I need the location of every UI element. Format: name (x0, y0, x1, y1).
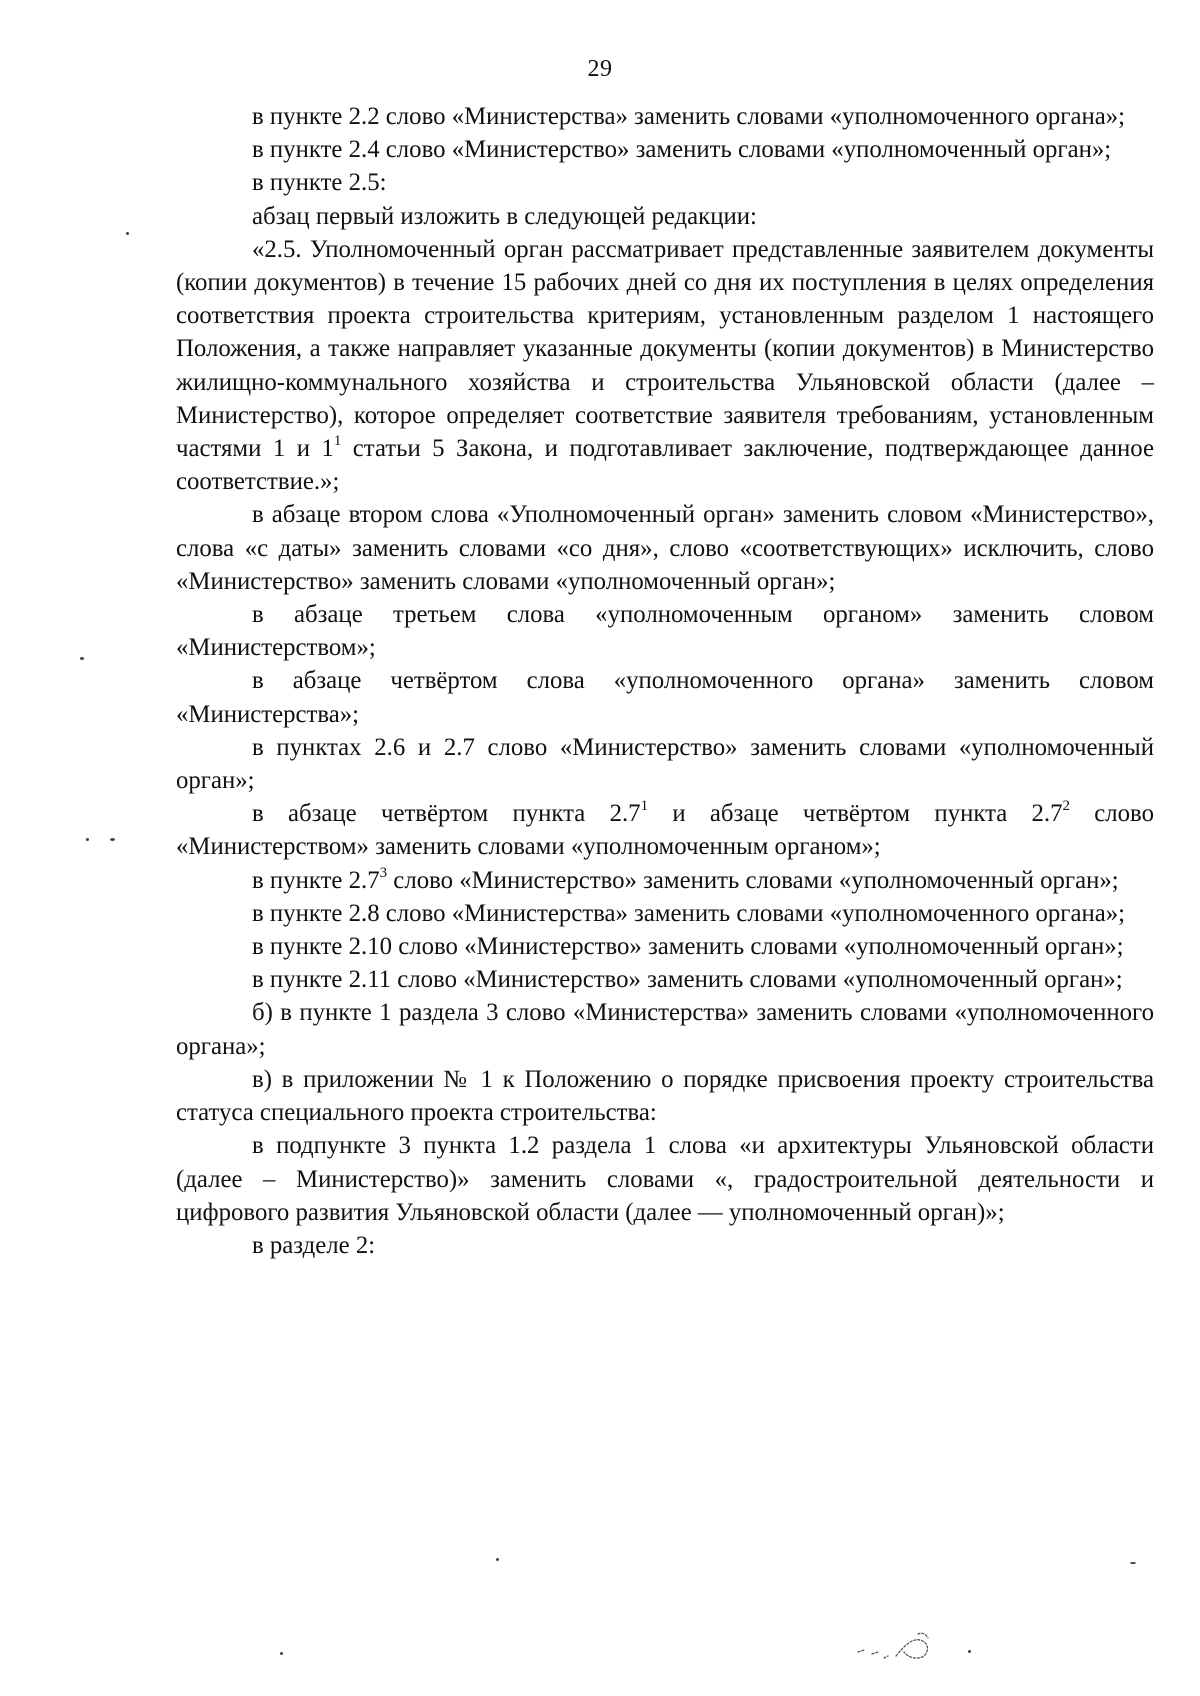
paragraph-text: в пунктах 2.6 и 2.7 слово «Министерство» заменить словами «уполномоченный орган»; (176, 733, 1154, 795)
paragraph-text: слово «Министерством» заменить словами «уполномоченным органом»; (176, 800, 1154, 861)
paragraph-text: в абзаце четвёртом слова «уполномоченного органа» заменить словом «Министерства»; (176, 667, 1154, 728)
paragraph (176, 897, 1154, 930)
page-number: 29 (587, 56, 613, 82)
signature-mark (838, 1628, 948, 1662)
paragraph-text: б) в пункте 1 раздела 3 слово «Министерства» заменить словами «уполномоченного органа»; (176, 999, 1154, 1060)
scan-speck (126, 232, 129, 235)
paragraph (176, 797, 1154, 863)
paragraph-text: и абзаце четвёртом пункта 2.7 (648, 800, 1063, 828)
paragraph-text: слово «Министерство» заменить словами «уполномоченный орган»; (387, 866, 1119, 894)
superscript: 1 (640, 798, 649, 815)
paragraph-text: статьи 5 Закона, и подготавливает заключение, подтверждающее данное соответствие.»; (176, 435, 1154, 496)
paragraph (176, 731, 1154, 797)
paragraph-text: в абзаце втором слова «Уполномоченный орган» заменить словом «Министерство», слова «с даты» заменить словами «со дня», слово «соответствующих» исключить, слово «Министерство» заменить словами «уполномоченный орган»; (176, 501, 1154, 595)
paragraph-text: в пункте 2.2 слово «Министерства» заменить словами «уполномоченного органа»; (252, 103, 1126, 130)
scan-speck (280, 1652, 283, 1655)
paragraph-text: в пункте 2.4 слово «Министерство» заменить словами «уполномоченный орган»; (252, 136, 1112, 164)
document-body (176, 100, 1154, 1262)
paragraph-text: «2.5. Уполномоченный орган рассматривает представленные заявителем документы (копии документов) в течение 15 рабочих дней со дня их поступления в целях определения соответствия проекта строительства критериям, установленным разделом 1 настоящего Положения, а также направляет указанные документы (копии документов) в Министерство жилищно-коммунального хозяйства и строительства Ульяновской области (далее – Министерство), которое определяет соответствие заявителя требованиям, установленным частями 1 и 1 (176, 235, 1154, 463)
paragraph (176, 996, 1154, 1062)
paragraph (176, 598, 1154, 664)
superscript: 3 (379, 864, 388, 881)
paragraph (176, 963, 1154, 996)
superscript: 1 (333, 433, 342, 450)
scan-speck (968, 1650, 971, 1653)
paragraph-text: в пункте 2.8 слово «Министерства» заменить словами «уполномоченного органа»; (252, 899, 1126, 927)
paragraph-text: в подпункте 3 пункта 1.2 раздела 1 слова «и архитектуры Ульяновской области (далее – Министерство)» заменить словами «, градостроительной деятельности и цифрового развития Ульяновской области (далее — уполномоченный орган)»; (176, 1132, 1154, 1226)
paragraph-text: в пункте 2.11 слово «Министерство» заменить словами «уполномоченный орган»; (252, 966, 1123, 994)
paragraph (176, 100, 1154, 133)
scan-speck (496, 1558, 499, 1561)
scan-speck (1130, 1562, 1136, 1564)
paragraph (176, 864, 1154, 897)
scan-speck (80, 657, 84, 660)
scan-speck (86, 838, 89, 841)
paragraph (176, 1129, 1154, 1229)
paragraph-text: в абзаце третьем слова «уполномоченным органом» заменить словом «Министерством»; (176, 601, 1154, 662)
paragraph-text: в пункте 2.7 (252, 866, 380, 894)
paragraph-text: в абзаце четвёртом пункта 2.7 (252, 800, 641, 828)
paragraph-text: в разделе 2: (252, 1231, 376, 1259)
paragraph (176, 1063, 1154, 1129)
paragraph (176, 133, 1154, 166)
paragraph (176, 664, 1154, 730)
paragraph (176, 1229, 1154, 1262)
paragraph-text: в пункте 2.5: (252, 169, 387, 197)
paragraph-text: абзац первый изложить в следующей редакции: (252, 202, 757, 230)
paragraph-text: в) в приложении № 1 к Положению о порядке присвоения проекту строительства статуса специального проекта строительства: (176, 1065, 1154, 1127)
paragraph (176, 498, 1154, 598)
paragraph (176, 200, 1154, 233)
paragraph-text: в пункте 2.10 слово «Министерство» заменить словами «уполномоченный орган»; (252, 933, 1124, 961)
paragraph (176, 166, 1154, 199)
superscript: 2 (1062, 798, 1070, 815)
scan-speck (110, 838, 115, 841)
paragraph (176, 930, 1154, 963)
paragraph (176, 233, 1154, 499)
